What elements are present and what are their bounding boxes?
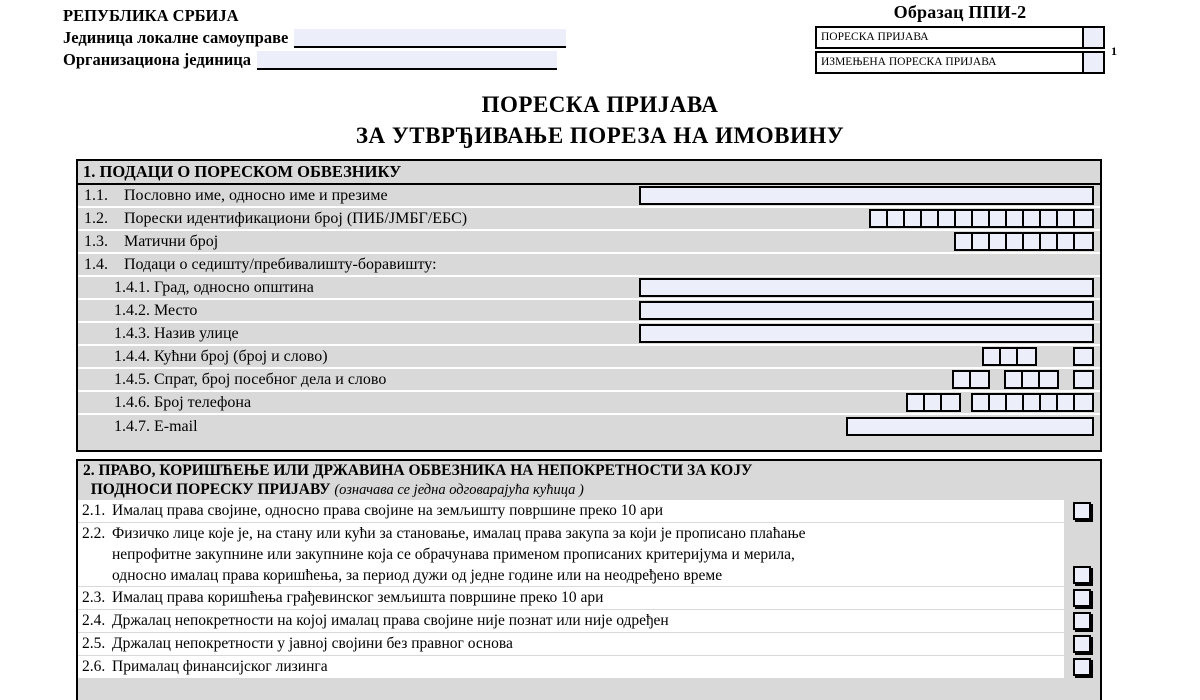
org-unit-line	[63, 48, 566, 70]
row-label: Град, односно општина	[154, 278, 314, 296]
business-name-input[interactable]	[639, 186, 1094, 205]
row-house-number	[78, 346, 1100, 369]
footnote-marker: 1	[1111, 44, 1117, 58]
header-right-block	[815, 2, 1117, 76]
row-label: Порески идентификациони број (ПИБ/ЈМБГ/ЕБС)	[124, 209, 468, 227]
registration-number-cells[interactable]	[954, 232, 1094, 251]
ownership-checkbox-2-1[interactable]	[1073, 502, 1091, 520]
row-number: 1.4.6.	[114, 393, 150, 411]
section2-heading-line2: ПОДНОСИ ПОРЕСКУ ПРИЈАВУ	[90, 480, 331, 498]
ownership-checkbox-2-4[interactable]	[1073, 612, 1091, 630]
declaration-checkbox-standard[interactable]	[1082, 28, 1103, 47]
row-registration-number	[78, 231, 1100, 254]
declaration-label-amended: ИЗМЕЊЕНА ПОРЕСКА ПРИЈАВА	[821, 56, 997, 68]
header-left-block	[63, 4, 566, 70]
section2-heading-note: (означава се једна одговарајућа кућица )	[334, 481, 584, 498]
row-street	[78, 323, 1100, 346]
row-place	[78, 300, 1100, 323]
row-label: Број телефона	[154, 393, 252, 411]
org-unit-input[interactable]	[257, 51, 557, 70]
item-text-block	[112, 523, 816, 586]
house-number-cells[interactable]	[982, 347, 1037, 366]
item-text: Прималац финансијског лизинга	[112, 658, 328, 675]
declaration-type-group	[815, 26, 1117, 74]
page-title-line1: ПОРЕСКА ПРИЈАВА	[481, 92, 719, 117]
item-text-line2: непрофитне закупнине или закупнине која се обрачунава применом прописаних критеријума и мерила,	[112, 546, 795, 563]
place-input[interactable]	[639, 301, 1094, 320]
ownership-item-2-5[interactable]	[78, 633, 1100, 656]
row-business-name	[78, 185, 1100, 208]
item-number: 2.1.	[82, 502, 106, 519]
form-code: Образац ППИ-2	[893, 2, 1027, 22]
declaration-checkbox-amended[interactable]	[1082, 53, 1103, 72]
apartment-number-cells[interactable]	[1004, 370, 1059, 389]
ownership-checkbox-cell[interactable]	[1064, 610, 1100, 632]
local-unit-input[interactable]	[294, 29, 566, 48]
ownership-checkbox-cell[interactable]	[1064, 500, 1100, 522]
row-number: 1.2.	[84, 209, 108, 227]
row-number: 1.4.1.	[114, 278, 150, 296]
country-label: РЕПУБЛИКА СРБИЈА	[63, 6, 239, 25]
form-header	[0, 0, 1200, 80]
row-number: 1.4.4.	[114, 347, 150, 365]
row-city	[78, 277, 1100, 300]
row-floor-apartment	[78, 369, 1100, 392]
row-number: 1.4.7.	[114, 417, 150, 435]
ownership-checkbox-2-2[interactable]	[1073, 566, 1091, 584]
row-number: 1.4.3.	[114, 324, 150, 342]
declaration-row-amended[interactable]	[815, 51, 1105, 74]
item-number: 2.2.	[82, 525, 106, 542]
item-text: Ималац права својине, односно права својине на земљишту површине преко 10 ари	[112, 502, 664, 519]
local-unit-line	[63, 26, 566, 48]
section-ownership-rights	[76, 459, 1102, 700]
ownership-checkbox-cell[interactable]	[1064, 633, 1100, 655]
row-label: Спрат, број посебног дела и слово	[154, 370, 387, 388]
ownership-checkbox-cell[interactable]	[1064, 523, 1100, 586]
floor-cells[interactable]	[952, 370, 990, 389]
ownership-checkbox-2-5[interactable]	[1073, 635, 1091, 653]
item-number: 2.6.	[82, 658, 106, 675]
item-text-line3: односно ималац права коришћења, за период дужи од једне године или на неодређено време	[112, 567, 723, 584]
row-number: 1.4.	[84, 255, 108, 273]
declaration-label-standard: ПОРЕСКА ПРИЈАВА	[821, 31, 929, 43]
row-tax-id	[78, 208, 1100, 231]
row-number: 1.4.5.	[114, 370, 150, 388]
item-text: Држалац непокретности на којој ималац права својине није познат или није одређен	[112, 612, 669, 629]
section1-heading: 1. ПОДАЦИ О ПОРЕСКОМ ОБВЕЗНИКУ	[78, 161, 1100, 185]
row-number: 1.1.	[84, 186, 108, 204]
ownership-checkbox-2-6[interactable]	[1073, 658, 1091, 676]
ownership-item-2-2[interactable]	[78, 523, 1100, 587]
row-number: 1.4.2.	[114, 301, 150, 319]
local-unit-label: Јединица локалне самоуправе	[63, 28, 289, 47]
tax-id-cells[interactable]	[869, 209, 1094, 228]
section2-heading-line1: 2. ПРАВО, КОРИШЋЕЊЕ ИЛИ ДРЖАВИНА ОБВЕЗНИКА НА НЕПОКРЕТНОСТИ ЗА КОЈУ	[83, 462, 753, 479]
section2-heading-line2-wrap	[83, 481, 1096, 500]
item-text: Држалац непокретности у јавној својини без правног основа	[112, 635, 513, 652]
phone-area-cells[interactable]	[906, 393, 961, 412]
item-number: 2.3.	[82, 589, 106, 606]
house-letter-cell[interactable]	[1073, 347, 1094, 366]
row-phone	[78, 392, 1100, 415]
item-text: Ималац права коришћења грађевинског земљишта површине преко 10 ари	[112, 589, 604, 606]
phone-number-cells[interactable]	[971, 393, 1094, 412]
ownership-item-2-1[interactable]	[78, 500, 1100, 523]
city-input[interactable]	[639, 278, 1094, 297]
item-text-line1: Физичко лице које је, на стану или кући за становање, ималац права закупа за који је прописано плаћање	[112, 525, 806, 542]
section-taxpayer-data	[76, 159, 1102, 452]
item-number: 2.5.	[82, 635, 106, 652]
page-title-line2: ЗА УТВРЂИВАЊЕ ПОРЕЗА НА ИМОВИНУ	[355, 123, 845, 148]
row-label: Место	[154, 301, 198, 319]
ownership-item-2-6[interactable]	[78, 656, 1100, 679]
row-address-group-header	[78, 254, 1100, 277]
ownership-checkbox-cell[interactable]	[1064, 587, 1100, 609]
row-number: 1.3.	[84, 232, 108, 250]
ownership-checkbox-2-3[interactable]	[1073, 589, 1091, 607]
email-input[interactable]	[846, 417, 1094, 436]
declaration-row-standard[interactable]	[815, 26, 1105, 49]
row-label: Назив улице	[154, 324, 239, 342]
country-line	[63, 4, 566, 26]
ownership-item-2-4[interactable]	[78, 610, 1100, 633]
apartment-letter-cell[interactable]	[1073, 370, 1094, 389]
street-input[interactable]	[639, 324, 1094, 343]
org-unit-label: Организациона јединица	[63, 50, 252, 69]
section2-heading	[78, 461, 1100, 500]
row-email	[78, 415, 1100, 438]
row-label: Пословно име, односно име и презиме	[124, 186, 388, 204]
ownership-item-2-3[interactable]	[78, 587, 1100, 610]
row-label: Кућни број (број и слово)	[154, 347, 328, 365]
row-label: E-mail	[154, 417, 198, 435]
row-label: Матични број	[124, 232, 219, 250]
row-label: Подаци о седишту/пребивалишту-боравишту:	[124, 255, 437, 273]
ownership-checkbox-cell[interactable]	[1064, 656, 1100, 678]
item-number: 2.4.	[82, 612, 106, 629]
